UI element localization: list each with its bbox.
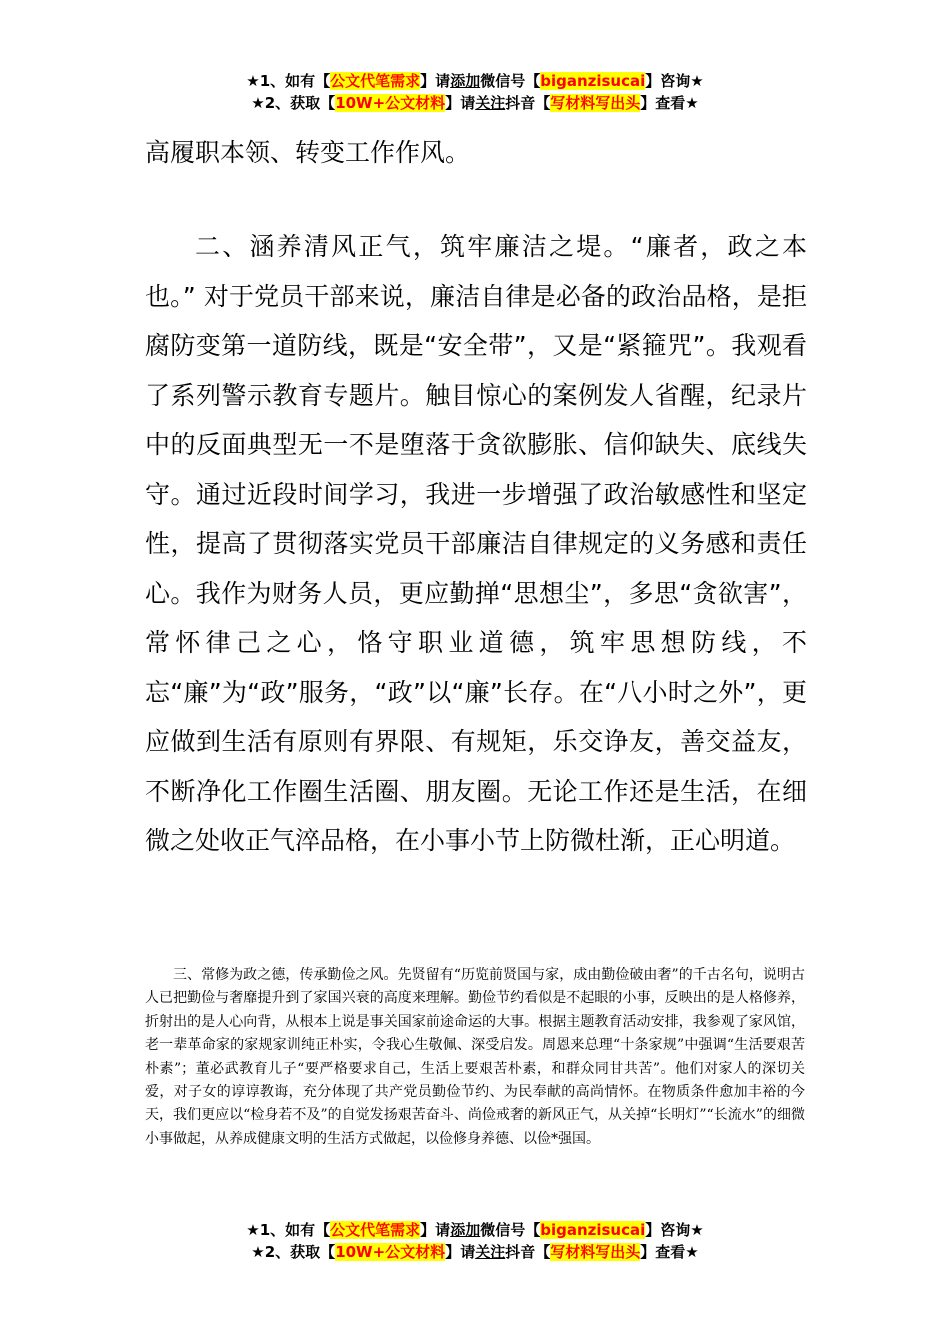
underlined-text: 添加 (450, 72, 481, 90)
banner-line-1 (0, 70, 950, 92)
banner-text: 】请 (445, 94, 476, 112)
banner-text: 微信号【 (480, 72, 541, 90)
highlight-materials: 10W+公文材料 (335, 1243, 446, 1261)
banner-line-1 (0, 1219, 950, 1241)
highlight-materials: 10W+公文材料 (335, 94, 446, 112)
underlined-text: 关注 (475, 1243, 506, 1261)
banner-text: 】请 (445, 1243, 476, 1261)
section-two-paragraph: 二、涵养清风正气，筑牢廉洁之堤。“廉者，政之本也。” 对于党员干部来说，廉洁自律是必备的政治品格，是拒腐防变第一道防线，既是“安全带”，又是“紧箍咒”。我观看了系列警示教育专题片。触目惊心的案例发人省醒，纪录片中的反面典型无一不是堕落于贪欲膨胀、信仰缺失、底线失守。通过近段时间学习，我进一步增强了政治敏感性和坚定性，提高了贯彻落实党员干部廉洁自律规定的义务感和责任心。我作为财务人员，更应勤掸“思想尘”，多思“贪欲害”，常怀律己之心，恪守职业道德，筑牢思想防线，不忘“廉”为“政”服务，“政”以“廉”长存。在“八小时之外”，更应做到生活有原则有界限、有规矩，乐交诤友，善交益友，不断净化工作圈生活圈、朋友圈。无论工作还是生活，在细微之处收正气淬品格，在小事小节上防微杜渐，正心明道。 (145, 232, 807, 855)
banner-text: 】咨询★ (645, 72, 704, 90)
highlight-service: 公文代笔需求 (330, 72, 421, 90)
banner-line-2 (0, 1241, 950, 1263)
banner-text: 抖音【 (505, 94, 551, 112)
banner-text: ★2、获取【 (251, 94, 336, 112)
banner-text: ★1、如有【 (246, 72, 331, 90)
banner-text: ★2、获取【 (251, 1243, 336, 1261)
banner-text: 】请 (420, 1221, 451, 1239)
highlight-wechat-id: biganzisucai (540, 72, 646, 90)
underlined-text: 关注 (475, 94, 506, 112)
header-banner (0, 70, 950, 114)
footer-banner (0, 1219, 950, 1263)
highlight-wechat-id: biganzisucai (540, 1221, 646, 1239)
highlight-douyin-id: 写材料写出头 (550, 94, 641, 112)
banner-text: 】查看★ (640, 1243, 699, 1261)
banner-text: 】请 (420, 72, 451, 90)
paragraph-fragment: 高履职本领、转变工作作风。 (145, 138, 471, 167)
banner-text: 抖音【 (505, 1243, 551, 1261)
banner-text: 】查看★ (640, 94, 699, 112)
banner-text: ★1、如有【 (246, 1221, 331, 1239)
highlight-douyin-id: 写材料写出头 (550, 1243, 641, 1261)
banner-line-2 (0, 92, 950, 114)
section-three-paragraph: 三、常修为政之德，传承勤俭之风。先贤留有“历览前贤国与家，成由勤俭破由奢”的千古名句，说明古人已把勤俭与奢靡提升到了家国兴衰的高度来理解。勤俭节约看似是不起眼的小事，反映出的是人格修养，折射出的是人心向背，从根本上说是事关国家前途命运的大事。根据主题教育活动安排，我参观了家风馆，老一辈革命家的家规家训纯正朴实，令我心生敬佩、深受启发。周恩来总理“十条家规”中强调“生活要艰苦朴素”；董必武教育儿子“要严格要求自己，生活上要艰苦朴素，和群众同甘共苦”。他们对家人的深切关爱，对子女的谆谆教诲，充分体现了共产党员勤俭节约、为民奉献的高尚情怀。在物质条件愈加丰裕的今天，我们更应以“检身若不及”的自觉发扬艰苦奋斗、尚俭戒奢的新风正气，从关掉“长明灯”“长流水”的细微小事做起，从养成健康文明的生活方式做起，以俭修身养德、以俭*强国。 (145, 967, 805, 1147)
underlined-text: 添加 (450, 1221, 481, 1239)
highlight-service: 公文代笔需求 (330, 1221, 421, 1239)
banner-text: 】咨询★ (645, 1221, 704, 1239)
banner-text: 微信号【 (480, 1221, 541, 1239)
